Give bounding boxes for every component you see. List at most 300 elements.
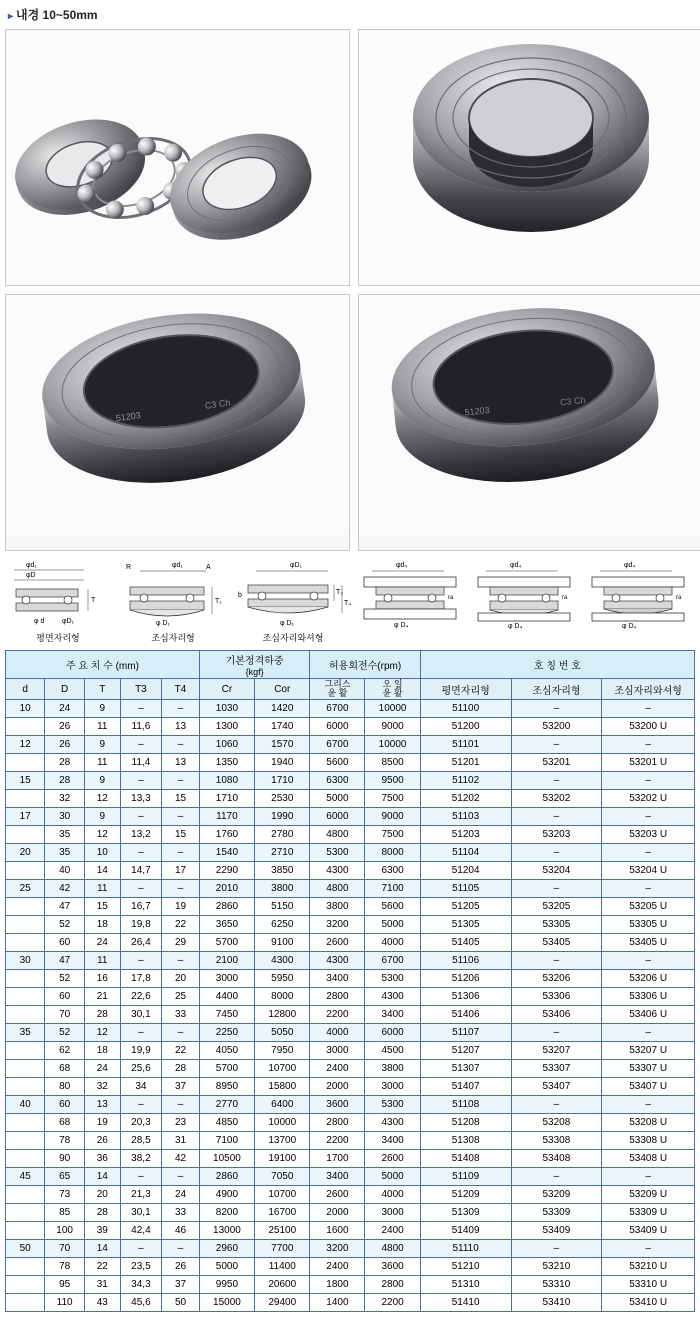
table-cell: 68: [45, 1060, 85, 1078]
table-cell: 23: [162, 1114, 199, 1132]
table-cell: –: [602, 700, 695, 718]
table-cell: 20: [162, 970, 199, 988]
table-cell: 26: [45, 736, 85, 754]
table-cell: 13: [84, 1096, 120, 1114]
table-cell: 3400: [310, 1168, 365, 1186]
table-cell: 17: [6, 808, 45, 826]
table-cell: 17: [162, 862, 199, 880]
table-row: [6, 808, 695, 826]
table-cell: 1400: [310, 1294, 365, 1312]
table-cell: 6000: [365, 1024, 420, 1042]
table-cell: 4300: [365, 988, 420, 1006]
group-header-load-unit: {kgf}: [245, 667, 264, 677]
svg-text:T₄: T₄: [344, 600, 352, 607]
svg-text:ra: ra: [676, 595, 682, 601]
table-cell: 4000: [365, 1186, 420, 1204]
table-cell: 16,7: [120, 898, 162, 916]
table-cell: –: [602, 880, 695, 898]
table-cell: 10700: [255, 1186, 310, 1204]
table-cell: 8200: [199, 1204, 254, 1222]
table-cell: 4300: [310, 862, 365, 880]
table-cell: 53306 U: [602, 988, 695, 1006]
table-cell: 4000: [310, 1024, 365, 1042]
table-cell: 19: [162, 898, 199, 916]
table-cell: 3400: [365, 1006, 420, 1024]
table-cell: 53407: [511, 1078, 602, 1096]
table-cell: 53205: [511, 898, 602, 916]
col-oil: 오 일 윤 활: [365, 679, 420, 700]
table-cell: 35: [45, 844, 85, 862]
table-row: [6, 772, 695, 790]
table-cell: 34,3: [120, 1276, 162, 1294]
table-cell: 3800: [365, 1060, 420, 1078]
table-cell: 40: [6, 1096, 45, 1114]
table-cell: –: [602, 844, 695, 862]
table-cell: 53207 U: [602, 1042, 695, 1060]
table-cell: 32: [84, 1078, 120, 1096]
table-cell: 9: [84, 772, 120, 790]
table-cell: [6, 1006, 45, 1024]
table-cell: 14,7: [120, 862, 162, 880]
table-cell: [6, 1132, 45, 1150]
table-cell: 16: [84, 970, 120, 988]
table-cell: 51406: [420, 1006, 511, 1024]
table-cell: 46: [162, 1222, 199, 1240]
table-cell: –: [120, 1168, 162, 1186]
table-cell: 53305 U: [602, 916, 695, 934]
table-cell: 1760: [199, 826, 254, 844]
col-Cor: Cor: [255, 679, 310, 700]
table-cell: 18: [84, 916, 120, 934]
svg-text:R: R: [126, 564, 132, 571]
table-cell: 25100: [255, 1222, 310, 1240]
table-cell: 25: [162, 988, 199, 1006]
table-cell: 11: [84, 952, 120, 970]
table-cell: 53204 U: [602, 862, 695, 880]
table-cell: 53203 U: [602, 826, 695, 844]
table-cell: 9: [84, 700, 120, 718]
table-cell: 1350: [199, 754, 254, 772]
table-cell: 1170: [199, 808, 254, 826]
table-cell: –: [120, 1024, 162, 1042]
table-cell: –: [120, 700, 162, 718]
table-cell: 1600: [310, 1222, 365, 1240]
table-cell: 30,1: [120, 1006, 162, 1024]
table-cell: 1420: [255, 700, 310, 718]
table-cell: 32: [45, 790, 85, 808]
table-cell: 1570: [255, 736, 310, 754]
table-cell: 31: [84, 1276, 120, 1294]
table-cell: 10: [84, 844, 120, 862]
table-cell: 53307 U: [602, 1060, 695, 1078]
diagram-caption: 조심자리형: [151, 633, 195, 643]
table-cell: 22: [84, 1258, 120, 1276]
table-cell: 15: [162, 790, 199, 808]
table-cell: 9000: [365, 718, 420, 736]
table-row: [6, 1114, 695, 1132]
table-cell: 51309: [420, 1204, 511, 1222]
table-cell: 1540: [199, 844, 254, 862]
table-cell: 39: [84, 1222, 120, 1240]
table-row: [6, 1168, 695, 1186]
table-cell: 53206: [511, 970, 602, 988]
table-cell: 15: [84, 898, 120, 916]
table-cell: 51107: [420, 1024, 511, 1042]
table-cell: 7100: [199, 1132, 254, 1150]
table-cell: 31: [162, 1132, 199, 1150]
bullet-icon: ▸: [8, 11, 14, 22]
group-header-load: [199, 651, 310, 679]
table-cell: 78: [45, 1258, 85, 1276]
table-cell: 2290: [199, 862, 254, 880]
table-cell: –: [511, 1240, 602, 1258]
table-cell: 1740: [255, 718, 310, 736]
table-cell: 51102: [420, 772, 511, 790]
table-cell: 8000: [365, 844, 420, 862]
table-cell: 13,3: [120, 790, 162, 808]
table-cell: 7700: [255, 1240, 310, 1258]
table-cell: 22: [162, 916, 199, 934]
table-cell: 53405: [511, 934, 602, 952]
table-cell: 3600: [310, 1096, 365, 1114]
table-row: [6, 988, 695, 1006]
table-cell: 2200: [310, 1132, 365, 1150]
table-cell: 3800: [255, 880, 310, 898]
table-cell: 7450: [199, 1006, 254, 1024]
table-cell: 51410: [420, 1294, 511, 1312]
table-cell: 53408 U: [602, 1150, 695, 1168]
diagram-caption: 조심자리와셔형: [262, 633, 324, 643]
table-cell: 2860: [199, 898, 254, 916]
table-cell: 51409: [420, 1222, 511, 1240]
table-cell: –: [120, 1240, 162, 1258]
table-cell: 3650: [199, 916, 254, 934]
table-cell: 34: [120, 1078, 162, 1096]
table-cell: –: [602, 952, 695, 970]
table-cell: 35: [45, 826, 85, 844]
table-cell: 7050: [255, 1168, 310, 1186]
dimension-diagrams: [0, 551, 700, 646]
table-cell: 3000: [199, 970, 254, 988]
table-cell: 18: [84, 1042, 120, 1060]
table-cell: 2000: [310, 1078, 365, 1096]
table-row: [6, 1060, 695, 1078]
table-cell: 25,6: [120, 1060, 162, 1078]
table-cell: –: [120, 1096, 162, 1114]
table-cell: 20: [6, 844, 45, 862]
table-cell: 53308 U: [602, 1132, 695, 1150]
table-cell: 11: [84, 718, 120, 736]
table-cell: 52: [45, 1024, 85, 1042]
table-cell: 12: [84, 790, 120, 808]
table-cell: –: [602, 1240, 695, 1258]
table-cell: –: [120, 844, 162, 862]
table-cell: [6, 934, 45, 952]
table-cell: 19,9: [120, 1042, 162, 1060]
table-cell: 17,8: [120, 970, 162, 988]
table-row: [6, 970, 695, 988]
table-cell: –: [511, 736, 602, 754]
table-cell: 5150: [255, 898, 310, 916]
thrust-bearing-side-photo: [5, 294, 350, 551]
table-cell: [6, 1222, 45, 1240]
table-cell: 53208 U: [602, 1114, 695, 1132]
table-cell: 9100: [255, 934, 310, 952]
table-cell: 6700: [310, 700, 365, 718]
table-cell: 28: [84, 1204, 120, 1222]
table-cell: 45,6: [120, 1294, 162, 1312]
table-cell: 3800: [310, 898, 365, 916]
table-cell: 42,4: [120, 1222, 162, 1240]
table-cell: 53306: [511, 988, 602, 1006]
table-cell: 2800: [310, 1114, 365, 1132]
table-cell: 5700: [199, 934, 254, 952]
table-row: [6, 1132, 695, 1150]
table-cell: 9950: [199, 1276, 254, 1294]
table-cell: 5000: [310, 790, 365, 808]
table-cell: [6, 1186, 45, 1204]
table-cell: 53210 U: [602, 1258, 695, 1276]
svg-text:φD₁: φD₁: [290, 562, 302, 569]
table-row: [6, 826, 695, 844]
table-cell: –: [511, 952, 602, 970]
table-cell: –: [602, 1168, 695, 1186]
table-cell: 6000: [310, 808, 365, 826]
table-cell: 53201 U: [602, 754, 695, 772]
svg-text:T: T: [91, 597, 96, 604]
table-cell: 90: [45, 1150, 85, 1168]
table-cell: 51408: [420, 1150, 511, 1168]
table-cell: 60: [45, 934, 85, 952]
table-cell: 2400: [365, 1222, 420, 1240]
table-cell: 2800: [310, 988, 365, 1006]
group-header-load-label: 기본정격하중: [225, 656, 284, 667]
table-cell: 4800: [310, 826, 365, 844]
table-row: [6, 1186, 695, 1204]
table-cell: [6, 826, 45, 844]
table-cell: 13: [162, 718, 199, 736]
table-cell: 53205 U: [602, 898, 695, 916]
table-cell: 5300: [365, 1096, 420, 1114]
table-cell: –: [162, 1096, 199, 1114]
table-row: [6, 844, 695, 862]
thrust-bearing-pair-photo: [358, 294, 700, 551]
table-cell: 51308: [420, 1132, 511, 1150]
svg-text:ra: ra: [562, 595, 568, 601]
table-cell: 6700: [310, 736, 365, 754]
table-cell: 51202: [420, 790, 511, 808]
table-cell: –: [511, 772, 602, 790]
table-cell: 2530: [255, 790, 310, 808]
table-cell: 35: [6, 1024, 45, 1042]
table-cell: 1030: [199, 700, 254, 718]
table-cell: 53209: [511, 1186, 602, 1204]
table-cell: –: [162, 844, 199, 862]
table-cell: –: [602, 808, 695, 826]
table-cell: 70: [45, 1006, 85, 1024]
table-cell: 12800: [255, 1006, 310, 1024]
table-cell: 2400: [310, 1060, 365, 1078]
table-cell: 2780: [255, 826, 310, 844]
table-cell: 53410: [511, 1294, 602, 1312]
table-cell: 26,4: [120, 934, 162, 952]
svg-text:φD₁: φD₁: [62, 618, 74, 625]
table-cell: 37: [162, 1276, 199, 1294]
table-cell: 4300: [255, 952, 310, 970]
table-row: [6, 1204, 695, 1222]
table-row: [6, 1222, 695, 1240]
table-cell: 15: [162, 826, 199, 844]
table-cell: 3600: [365, 1258, 420, 1276]
table-cell: 5000: [365, 1168, 420, 1186]
table-cell: 2800: [365, 1276, 420, 1294]
table-cell: 7950: [255, 1042, 310, 1060]
table-cell: 4850: [199, 1114, 254, 1132]
table-cell: 15800: [255, 1078, 310, 1096]
table-cell: [6, 1276, 45, 1294]
svg-text:A: A: [206, 564, 211, 571]
table-cell: 51204: [420, 862, 511, 880]
table-cell: 9500: [365, 772, 420, 790]
table-cell: 2200: [310, 1006, 365, 1024]
table-cell: 2100: [199, 952, 254, 970]
table-row: [6, 1150, 695, 1168]
table-cell: –: [162, 880, 199, 898]
svg-text:C3 Ch: C3 Ch: [204, 397, 231, 411]
table-cell: 100: [45, 1222, 85, 1240]
col-T4: T4: [162, 679, 199, 700]
table-column-header-row: [6, 679, 695, 700]
table-cell: 13,2: [120, 826, 162, 844]
table-cell: 26: [45, 718, 85, 736]
table-cell: 3400: [365, 1132, 420, 1150]
table-cell: 30,1: [120, 1204, 162, 1222]
col-D: D: [45, 679, 85, 700]
table-row: [6, 790, 695, 808]
table-cell: 10700: [255, 1060, 310, 1078]
table-cell: 1990: [255, 808, 310, 826]
table-cell: 3200: [310, 916, 365, 934]
table-cell: 51106: [420, 952, 511, 970]
table-row: [6, 1240, 695, 1258]
table-head: [6, 651, 695, 700]
table-cell: [6, 790, 45, 808]
table-cell: 21: [84, 988, 120, 1006]
table-cell: [6, 1078, 45, 1096]
group-header-designation: 호 칭 번 호: [420, 651, 694, 679]
svg-text:51203: 51203: [464, 404, 491, 418]
table-cell: 53207: [511, 1042, 602, 1060]
table-cell: [6, 1294, 45, 1312]
table-cell: 53202 U: [602, 790, 695, 808]
table-cell: 24: [84, 934, 120, 952]
svg-text:φ D₄: φ D₄: [622, 623, 637, 629]
svg-text:φ D₁: φ D₁: [280, 620, 294, 627]
table-cell: 6400: [255, 1096, 310, 1114]
table-cell: 2600: [310, 1186, 365, 1204]
table-row: [6, 1024, 695, 1042]
table-row: [6, 754, 695, 772]
table-cell: 51405: [420, 934, 511, 952]
table-cell: 5950: [255, 970, 310, 988]
table-row: [6, 1294, 695, 1312]
table-cell: 43: [84, 1294, 120, 1312]
table-cell: 95: [45, 1276, 85, 1294]
table-row: [6, 700, 695, 718]
table-cell: –: [162, 952, 199, 970]
table-cell: 28: [45, 754, 85, 772]
table-cell: 52: [45, 970, 85, 988]
col-grease: 그리스 윤 활: [310, 679, 365, 700]
table-cell: 53407 U: [602, 1078, 695, 1096]
table-cell: [6, 1150, 45, 1168]
table-cell: 51310: [420, 1276, 511, 1294]
table-cell: 10500: [199, 1150, 254, 1168]
table-cell: 47: [45, 952, 85, 970]
table-cell: 2010: [199, 880, 254, 898]
table-row: [6, 916, 695, 934]
table-cell: 30: [6, 952, 45, 970]
table-cell: 53208: [511, 1114, 602, 1132]
thrust-bearing-exploded-photo: [5, 29, 350, 286]
table-cell: 53307: [511, 1060, 602, 1078]
table-cell: 53305: [511, 916, 602, 934]
table-cell: 52: [45, 916, 85, 934]
table-cell: 2770: [199, 1096, 254, 1114]
photo-grid: [0, 29, 700, 551]
table-cell: 33: [162, 1204, 199, 1222]
table-row: [6, 862, 695, 880]
svg-text:φ D₄: φ D₄: [394, 622, 409, 629]
table-cell: –: [162, 808, 199, 826]
thrust-bearing-assembled-photo: [358, 29, 700, 286]
table-cell: 51101: [420, 736, 511, 754]
table-cell: 5700: [199, 1060, 254, 1078]
table-cell: 9: [84, 808, 120, 826]
table-cell: 19100: [255, 1150, 310, 1168]
table-cell: 51307: [420, 1060, 511, 1078]
table-cell: 3000: [310, 1042, 365, 1060]
table-cell: 26: [162, 1258, 199, 1276]
svg-text:φd₁: φd₁: [26, 562, 37, 569]
svg-text:φD: φD: [26, 572, 36, 579]
table-cell: 5050: [255, 1024, 310, 1042]
table-cell: –: [162, 1168, 199, 1186]
table-cell: 50: [6, 1240, 45, 1258]
svg-text:51203: 51203: [115, 409, 142, 424]
table-cell: 53406: [511, 1006, 602, 1024]
table-cell: 51306: [420, 988, 511, 1006]
table-cell: –: [162, 700, 199, 718]
table-cell: 8000: [255, 988, 310, 1006]
table-cell: 25: [6, 880, 45, 898]
table-cell: 20600: [255, 1276, 310, 1294]
table-cell: 28: [45, 772, 85, 790]
table-cell: 2710: [255, 844, 310, 862]
svg-text:C3 Ch: C3 Ch: [559, 394, 586, 408]
table-cell: 4500: [365, 1042, 420, 1060]
table-cell: 24: [162, 1186, 199, 1204]
table-cell: 51110: [420, 1240, 511, 1258]
table-cell: 28: [84, 1006, 120, 1024]
table-cell: –: [511, 1024, 602, 1042]
table-cell: 51207: [420, 1042, 511, 1060]
table-cell: 9: [84, 736, 120, 754]
table-cell: 2200: [365, 1294, 420, 1312]
table-cell: 12: [84, 1024, 120, 1042]
bearing-spec-table: [5, 650, 695, 1312]
col-T: T: [84, 679, 120, 700]
